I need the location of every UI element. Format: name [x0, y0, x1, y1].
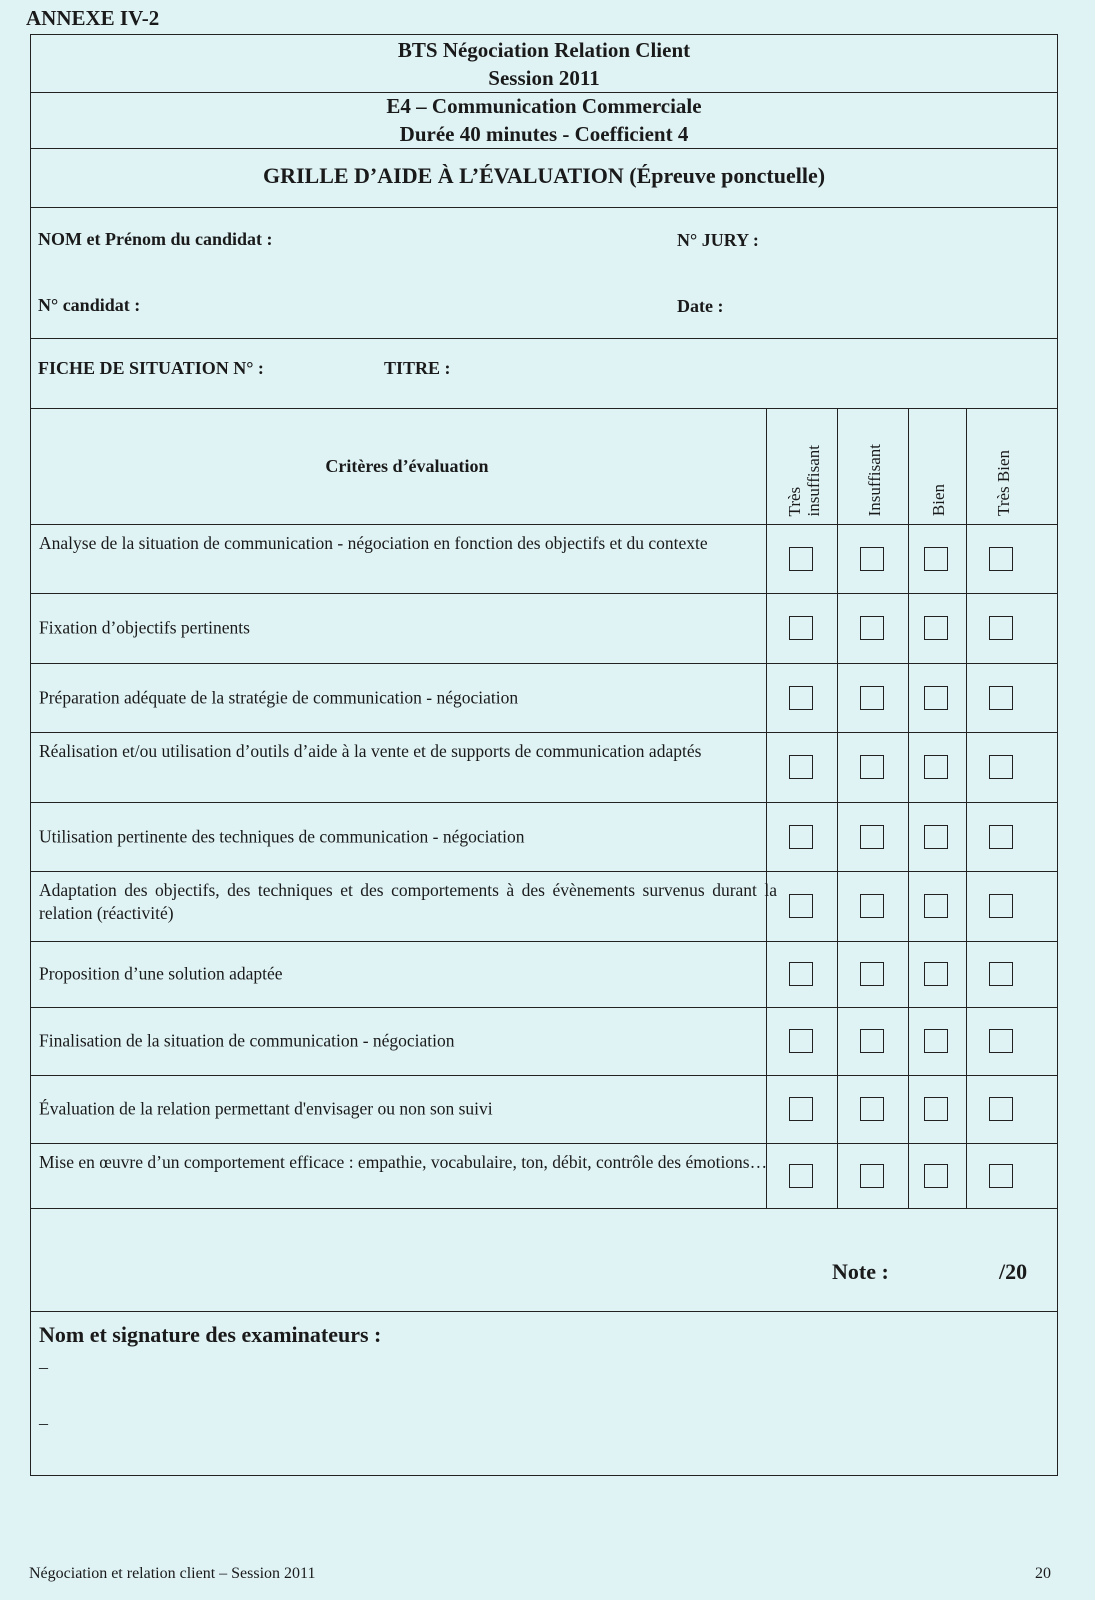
field-candidat: N° candidat :: [38, 295, 141, 315]
rating-checkbox-bien[interactable]: [924, 547, 948, 571]
rating-checkbox-tres-insuffisant[interactable]: [789, 547, 813, 571]
rating-checkbox-tres-bien[interactable]: [989, 1097, 1013, 1121]
rating-checkbox-tres-insuffisant[interactable]: [789, 1029, 813, 1053]
rating-checkbox-insuffisant[interactable]: [860, 547, 884, 571]
rating-checkbox-tres-bien[interactable]: [989, 825, 1013, 849]
table-row: [31, 593, 1057, 663]
col-insuffisant: Insuffisant: [864, 443, 884, 516]
table-row: [31, 1075, 1057, 1143]
rating-checkbox-tres-bien[interactable]: [989, 1164, 1013, 1188]
table-row: [31, 871, 1057, 941]
rating-checkbox-bien[interactable]: [924, 755, 948, 779]
rating-checkbox-bien[interactable]: [924, 616, 948, 640]
criterion-label: Mise en œuvre d’un comportement efficace : empathie, vocabulaire, ton, débit, contrôle des émotions…: [39, 1152, 768, 1172]
examiner-line-1: –: [39, 1357, 48, 1377]
rating-checkbox-bien[interactable]: [924, 686, 948, 710]
rating-checkbox-tres-insuffisant[interactable]: [789, 894, 813, 918]
rating-checkbox-bien[interactable]: [924, 962, 948, 986]
field-nom: NOM et Prénom du candidat :: [38, 229, 273, 249]
divider: [31, 207, 1057, 208]
criterion-label: Utilisation pertinente des techniques de communication - négociation: [39, 826, 525, 846]
header-line4: Durée 40 minutes - Coefficient 4: [399, 122, 689, 146]
col-tres-insuffisant: Très insuffisant: [785, 444, 823, 516]
rating-checkbox-tres-bien[interactable]: [989, 547, 1013, 571]
criterion-label: Réalisation et/ou utilisation d’outils d’aide à la vente et de supports de communication adaptés: [39, 741, 702, 761]
divider: [31, 148, 1057, 149]
rating-checkbox-tres-insuffisant[interactable]: [789, 1097, 813, 1121]
rating-checkbox-tres-bien[interactable]: [989, 755, 1013, 779]
header-line2: Session 2011: [488, 66, 600, 90]
header-line1: BTS Négociation Relation Client: [397, 38, 691, 62]
header-title: [31, 36, 1057, 92]
rating-checkbox-insuffisant[interactable]: [860, 894, 884, 918]
signature-title: Nom et signature des examinateurs :: [39, 1322, 382, 1347]
note-label: Note :: [832, 1259, 889, 1284]
examiner-line-2: –: [39, 1413, 48, 1433]
table-row: [31, 524, 1057, 593]
evaluation-sheet: [30, 34, 1058, 1476]
rating-checkbox-insuffisant[interactable]: [860, 962, 884, 986]
table-row: [31, 802, 1057, 871]
rating-checkbox-insuffisant[interactable]: [860, 686, 884, 710]
rating-checkbox-bien[interactable]: [924, 1097, 948, 1121]
rating-checkbox-tres-insuffisant[interactable]: [789, 962, 813, 986]
rating-checkbox-tres-insuffisant[interactable]: [789, 1164, 813, 1188]
note-max: /20: [999, 1259, 1028, 1284]
annexe-label: ANNEXE IV-2: [26, 6, 160, 30]
criterion-label: Proposition d’une solution adaptée: [39, 963, 283, 984]
rating-checkbox-bien[interactable]: [924, 894, 948, 918]
rating-checkbox-insuffisant[interactable]: [860, 755, 884, 779]
criterion-label: Analyse de la situation de communication - négociation en fonction des objectifs et du contexte: [39, 533, 708, 553]
rating-checkbox-tres-bien[interactable]: [989, 616, 1013, 640]
col-bien: Bien: [928, 483, 948, 516]
rating-checkbox-tres-insuffisant[interactable]: [789, 616, 813, 640]
rating-checkbox-insuffisant[interactable]: [860, 825, 884, 849]
header-exam: [31, 92, 1057, 148]
rating-checkbox-tres-insuffisant[interactable]: [789, 825, 813, 849]
criteria-header: Critères d’évaluation: [325, 455, 489, 476]
criterion-label: Fixation d’objectifs pertinents: [39, 617, 250, 638]
criterion-label: Préparation adéquate de la stratégie de communication - négociation: [39, 687, 519, 707]
rating-checkbox-insuffisant[interactable]: [860, 1097, 884, 1121]
page-number: 20: [1035, 1565, 1051, 1582]
grille-title: GRILLE D’AIDE À L’ÉVALUATION (Épreuve ponctuelle): [262, 163, 826, 188]
rating-checkbox-bien[interactable]: [924, 1029, 948, 1053]
criterion-label: Finalisation de la situation de communication - négociation: [39, 1030, 455, 1051]
field-titre: TITRE :: [384, 358, 451, 378]
divider: [31, 1311, 1057, 1312]
rating-checkbox-insuffisant[interactable]: [860, 1164, 884, 1188]
rating-checkbox-insuffisant[interactable]: [860, 1029, 884, 1053]
table-row: [31, 941, 1057, 1007]
divider: [31, 338, 1057, 339]
table-row: [31, 1007, 1057, 1075]
rating-checkbox-tres-bien[interactable]: [989, 686, 1013, 710]
rating-checkbox-tres-bien[interactable]: [989, 1029, 1013, 1053]
rating-checkbox-tres-insuffisant[interactable]: [789, 755, 813, 779]
header-line3: E4 – Communication Commerciale: [386, 94, 702, 118]
rating-checkbox-insuffisant[interactable]: [860, 616, 884, 640]
field-fiche: FICHE DE SITUATION N° :: [38, 358, 264, 378]
field-jury: N° JURY :: [677, 230, 759, 250]
table-row: [31, 732, 1057, 802]
table-row: [31, 663, 1057, 732]
rating-checkbox-tres-insuffisant[interactable]: [789, 686, 813, 710]
criterion-label: Évaluation de la relation permettant d'envisager ou non son suivi: [39, 1098, 493, 1119]
table-row: [31, 1143, 1057, 1208]
rating-checkbox-bien[interactable]: [924, 1164, 948, 1188]
rating-checkbox-tres-bien[interactable]: [989, 894, 1013, 918]
divider: [31, 1208, 1057, 1209]
rating-checkbox-bien[interactable]: [924, 825, 948, 849]
col-tres-bien: Très Bien: [993, 450, 1013, 516]
footer-text: Négociation et relation client – Session 2011: [29, 1565, 316, 1582]
rating-checkbox-tres-bien[interactable]: [989, 962, 1013, 986]
criterion-label: Adaptation des objectifs, des techniques et des comportements à des évènements survenus durant la relation (réactivité): [39, 880, 777, 923]
field-date: Date :: [677, 296, 724, 316]
